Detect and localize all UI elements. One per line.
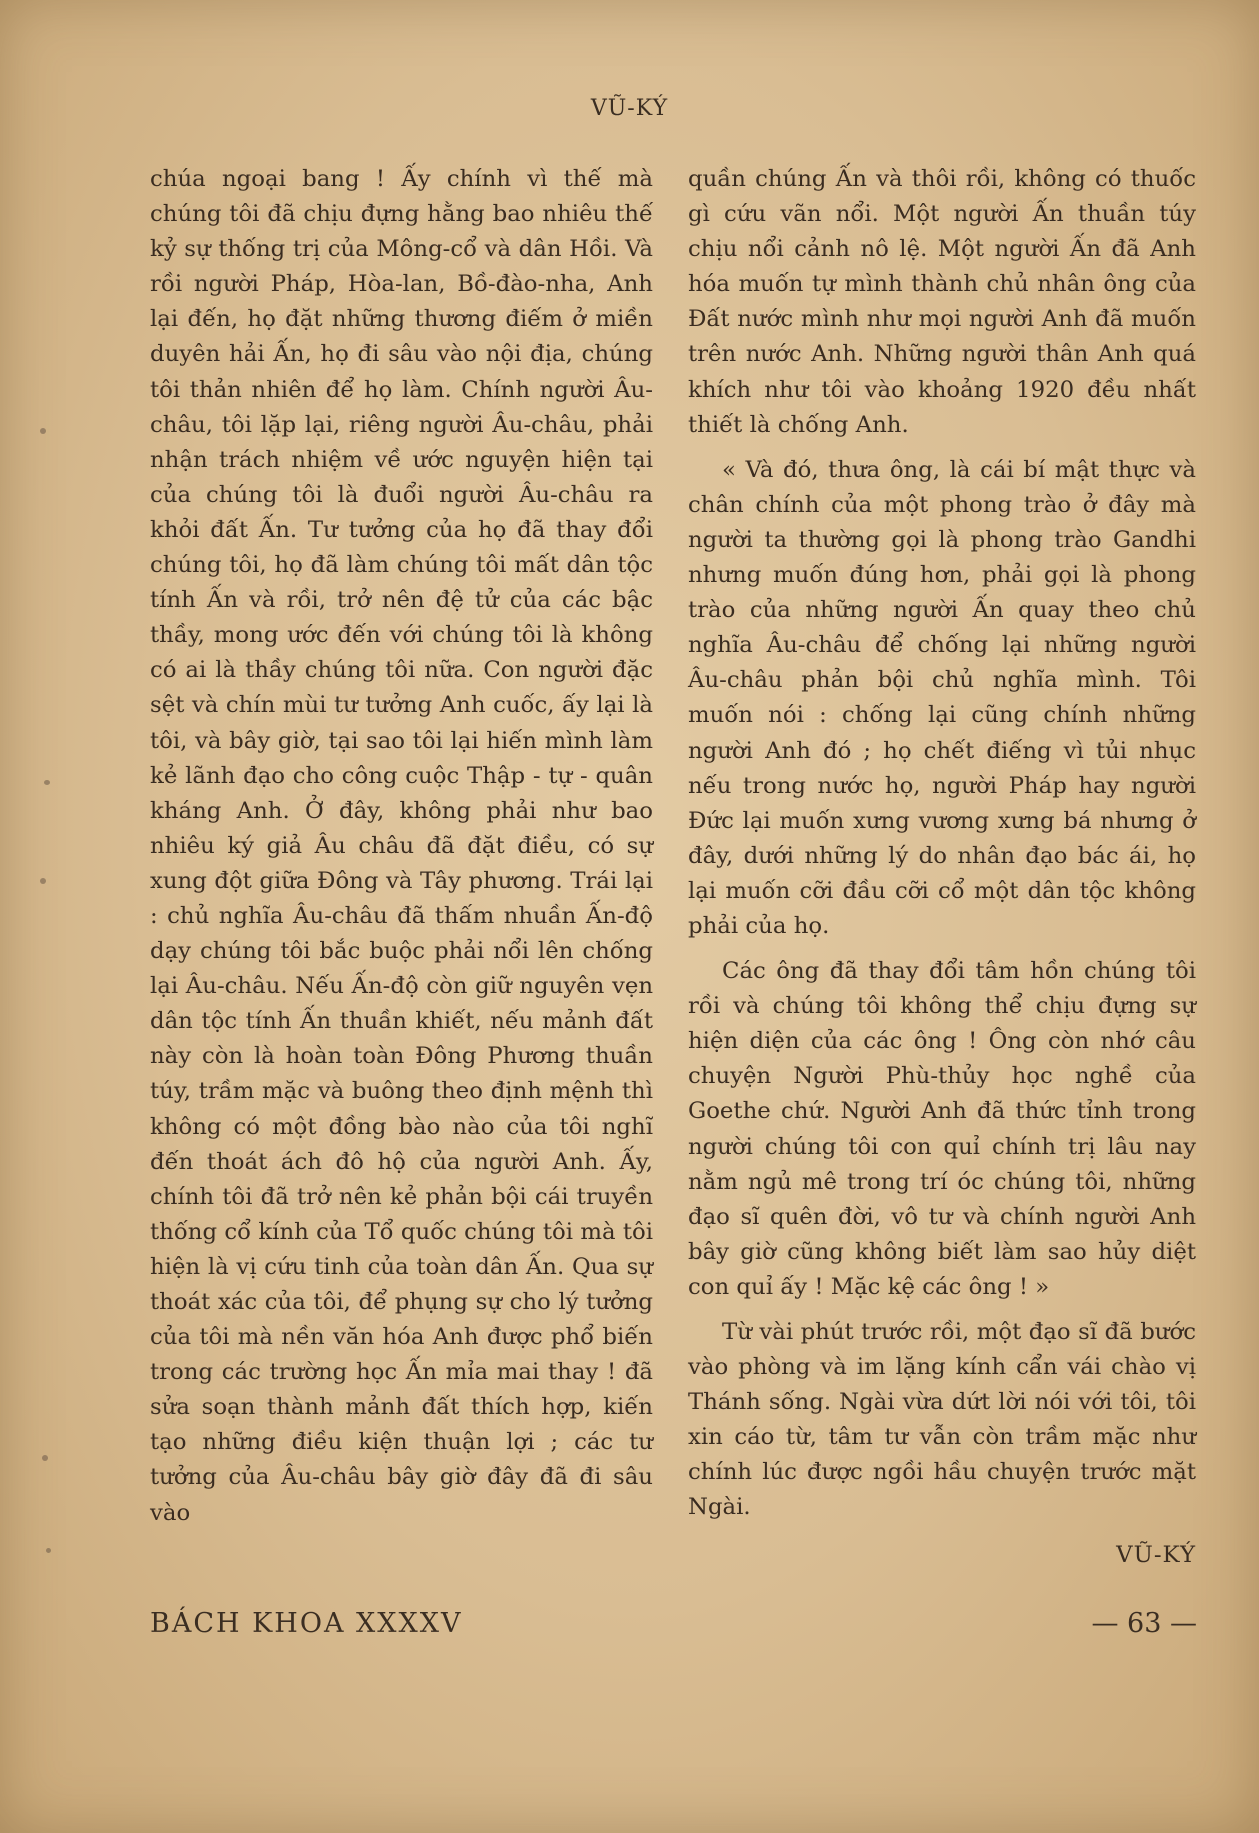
paper-blemish	[42, 1455, 48, 1461]
paper-blemish	[40, 878, 46, 884]
left-column	[150, 162, 653, 1531]
paragraph: quần chúng Ấn và thôi rồi, không có thuốc gì cứu vãn nổi. Một người Ấn thuần túy chịu nổi cảnh nô lệ. Một người Ấn đã Anh hóa muốn tự mình thành chủ nhân ông của Đất nước mình như mọi người Anh đã muốn trên nước Anh. Những người thân Anh quá khích như tôi vào khoảng 1920 đều nhất thiết là chống Anh.	[688, 166, 1196, 438]
right-column	[688, 162, 1196, 1573]
page-number: — 63 —	[1091, 1608, 1197, 1639]
paper-blemish	[46, 1548, 51, 1553]
paragraph: « Và đó, thưa ông, là cái bí mật thực và chân chính của một phong trào ở đây mà người ta thường gọi là phong trào Gandhi nhưng muốn đúng hơn, phải gọi là phong trào của những người Ấn quay theo chủ nghĩa Âu-châu để chống lại những người Âu-châu phản bội chủ nghĩa mình. Tôi muốn nói : chống lại cũng chính những người Anh đó ; họ chết điếng vì tủi nhục nếu trong nước họ, người Pháp hay người Đức lại muốn xưng vương xưng bá nhưng ở đây, dưới những lý do nhân đạo bác ái, họ lại muốn cỡi đầu cỡi cổ một dân tộc không phải của họ.	[688, 456, 1196, 939]
author-signature: VŨ-KÝ	[1116, 1541, 1196, 1568]
paragraph: Từ vài phút trước rồi, một đạo sĩ đã bước vào phòng và im lặng kính cẩn vái chào vị Thánh sống. Ngài vừa dứt lời nói với tôi, tôi xin cáo từ, tâm tư vẫn còn trầm mặc như chính lúc được ngồi hầu chuyện trước mặt Ngài.	[688, 1319, 1196, 1521]
publication-footer: BÁCH KHOA XXXXV	[150, 1608, 463, 1639]
paper-blemish	[44, 780, 50, 785]
running-head: VŨ-KÝ	[590, 96, 669, 121]
paragraph: Các ông đã thay đổi tâm hồn chúng tôi rồi và chúng tôi không thể chịu đựng sự hiện diện của các ông ! Ông còn nhớ câu chuyện Người Phù-thủy học nghề của Goethe chứ. Người Anh đã thức tỉnh trong người chúng tôi con quỉ chính trị lâu nay nằm ngủ mê trong trí óc chúng tôi, những đạo sĩ quên đời, vô tư và chính người Anh bây giờ cũng không biết làm sao hủy diệt con quỉ ấy ! Mặc kệ các ông ! »	[688, 958, 1196, 1300]
paper-blemish	[40, 428, 46, 434]
left-column-text: chúa ngoại bang ! Ấy chính vì thế mà chúng tôi đã chịu đựng hằng bao nhiêu thế kỷ sự thống trị của Mông-cổ và dân Hồi. Và rồi người Pháp, Hòa-lan, Bồ-đào-nha, Anh lại đến, họ đặt những thương điếm ở miền duyên hải Ấn, họ đi sâu vào nội địa, chúng tôi thản nhiên để họ làm. Chính người Âu-châu, tôi lặp lại, riêng người Âu-châu, phải nhận trách nhiệm về ước nguyện hiện tại của chúng tôi là đuổi người Âu-châu ra khỏi đất Ấn. Tư tưởng của họ đã thay đổi chúng tôi, họ đã làm chúng tôi mất dân tộc tính Ấn và rồi, trở nên đệ tử của các bậc thầy, mong ước đến với chúng tôi là không có ai là thầy chúng tôi nữa. Con người đặc sệt và chín mùi tư tưởng Anh cuốc, ấy lại là tôi, và bây giờ, tại sao tôi lại hiến mình làm kẻ lãnh đạo cho công cuộc Thập - tự - quân kháng Anh. Ở đây, không phải như bao nhiêu ký giả Âu châu đã đặt điều, có sự xung đột giữa Đông và Tây phương. Trái lại : chủ nghĩa Âu-châu đã thấm nhuần Ấn-độ dạy chúng tôi bắc buộc phải nổi lên chống lại Âu-châu. Nếu Ấn-độ còn giữ nguyên vẹn dân tộc tính Ấn thuần khiết, nếu mảnh đất này còn là hoàn toàn Đông Phương thuần túy, trầm mặc và buông theo định mệnh thì không có một đồng bào nào của tôi nghĩ đến thoát ách đô hộ của người Anh. Ấy, chính tôi đã trở nên kẻ phản bội cái truyền thống cổ kính của Tổ quốc chúng tôi mà tôi hiện là vị cứu tinh của toàn dân Ấn. Qua sự thoát xác của tôi, để phụng sự cho lý tưởng của tôi mà nền văn hóa Anh được phổ biến trong các trường học Ấn mỉa mai thay ! đã sửa soạn thành mảnh đất thích hợp, kiến tạo những điều kiện thuận lợi ; các tư tưởng của Âu-châu bây giờ đây đã đi sâu vào	[150, 166, 653, 1526]
